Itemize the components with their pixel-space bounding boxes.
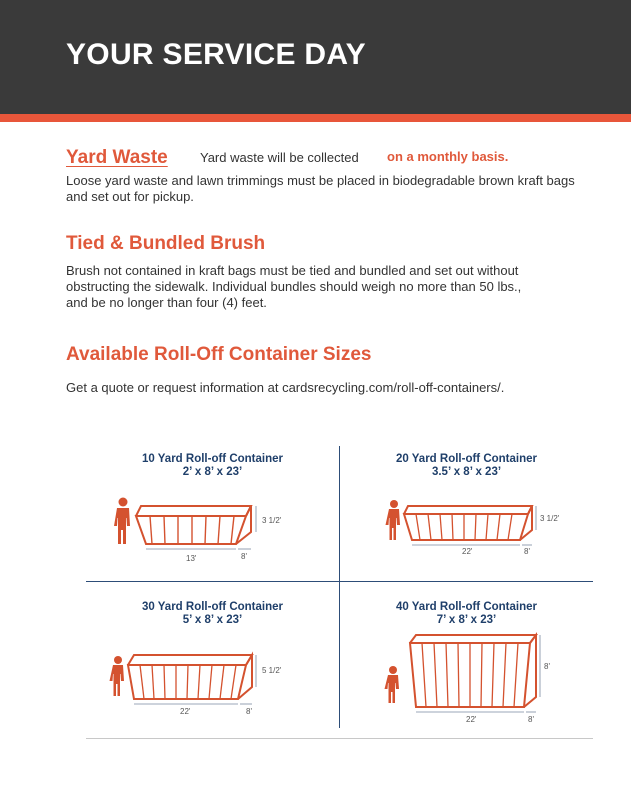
roll-off-title: Available Roll-Off Container Sizes — [66, 344, 372, 365]
container-card-20-yard — [340, 436, 593, 581]
yard-waste-body: Loose yard waste and lawn trimmings must be placed in biodegradable brown kraft bags and set out for pickup. — [66, 173, 575, 204]
height-label: 3 1/2' — [540, 514, 560, 523]
yard-waste-title: Yard Waste — [66, 147, 168, 168]
container-title: 30 Yard Roll-off Container — [141, 601, 283, 613]
container-title: 40 Yard Roll-off Container — [395, 601, 537, 613]
dumpster-40-yard — [410, 635, 536, 707]
container-dimensions: 5’ x 8’ x 23’ — [182, 614, 243, 626]
person-silhouette-icon — [385, 666, 400, 703]
length-label: 22' — [466, 715, 477, 724]
diagram-bottom-rule — [86, 738, 593, 739]
yard-waste-inline-text: Yard waste will be collected — [200, 150, 359, 165]
length-label: 13' — [186, 554, 197, 563]
brush-title: Tied & Bundled Brush — [66, 233, 266, 254]
width-label: 8' — [241, 552, 247, 561]
width-label: 8' — [246, 707, 252, 716]
height-label: 5 1/2' — [262, 666, 282, 675]
container-card-40-yard — [340, 583, 593, 728]
container-illustration — [340, 583, 593, 728]
height-label: 8' — [544, 662, 550, 671]
header-accent-stripe — [0, 114, 631, 122]
container-card-30-yard — [86, 583, 339, 728]
length-label: 22' — [180, 707, 191, 716]
container-card-10-yard — [86, 436, 339, 581]
page-title: YOUR SERVICE DAY — [66, 38, 366, 71]
container-dimensions: 3.5’ x 8’ x 23’ — [431, 466, 502, 478]
length-label: 22' — [462, 547, 473, 556]
width-label: 8' — [524, 547, 530, 556]
container-title: 10 Yard Roll-off Container — [141, 453, 283, 465]
grid-divider-horizontal — [86, 581, 593, 582]
container-dimensions: 2’ x 8’ x 23’ — [182, 466, 243, 478]
yard-waste-schedule: on a monthly basis. — [387, 149, 509, 164]
brush-body: Brush not contained in kraft bags must be tied and bundled and set out without obstructing the sidewalk. Individual bundles should weigh no more than 50 lbs., and be no longer than four (4) feet. — [66, 263, 522, 310]
dumpster-10-yard — [136, 506, 251, 544]
person-silhouette-icon — [114, 498, 130, 545]
width-label: 8' — [528, 715, 534, 724]
container-dimensions: 7’ x 8’ x 23’ — [436, 614, 497, 626]
container-illustration — [86, 583, 339, 728]
roll-off-body: Get a quote or request information at cardsrecycling.com/roll-off-containers/. — [66, 380, 505, 395]
container-illustration — [340, 436, 593, 581]
dumpster-20-yard — [404, 506, 532, 540]
person-silhouette-icon — [386, 500, 401, 540]
container-title: 20 Yard Roll-off Container — [395, 453, 537, 465]
height-label: 3 1/2' — [262, 516, 282, 525]
container-size-diagram — [86, 436, 593, 741]
dumpster-30-yard — [128, 655, 252, 699]
header-bar — [0, 0, 631, 114]
container-illustration — [86, 436, 339, 581]
person-silhouette-icon — [110, 656, 125, 696]
